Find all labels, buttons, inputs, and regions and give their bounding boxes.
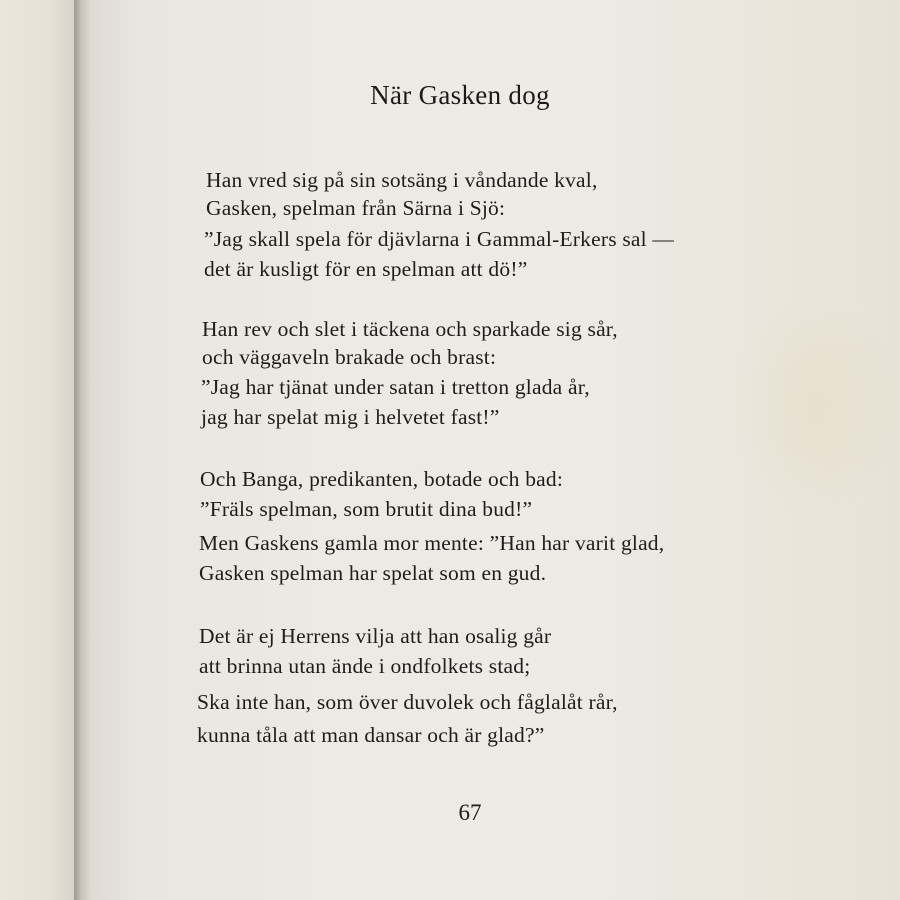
- poem-line: Ska inte han, som över duvolek och fåglalåt rår,: [197, 690, 618, 714]
- poem-line: Han vred sig på sin sotsäng i våndande kval,: [206, 168, 598, 192]
- poem-line: ”Jag har tjänat under satan i tretton glada år,: [201, 375, 590, 399]
- poem-line: Och Banga, predikanten, botade och bad:: [200, 467, 564, 491]
- page-number: 67: [458, 800, 482, 825]
- poem-line: ”Fräls spelman, som brutit dina bud!”: [200, 497, 533, 521]
- poem-line: det är kusligt för en spelman att dö!”: [204, 257, 528, 281]
- poem-line: kunna tåla att man dansar och är glad?”: [197, 723, 545, 747]
- poem-line: Gasken, spelman från Särna i Sjö:: [206, 196, 506, 220]
- poem-line: att brinna utan ände i ondfolkets stad;: [199, 654, 531, 678]
- poem-line: Det är ej Herrens vilja att han osalig går: [199, 624, 552, 648]
- poem-line: ”Jag skall spela för djävlarna i Gammal-Erkers sal —: [204, 227, 675, 251]
- poem-line: Gasken spelman har spelat som en gud.: [199, 561, 547, 585]
- poem-title: När Gasken dog: [370, 80, 550, 110]
- poem-line: Men Gaskens gamla mor mente: ”Han har varit glad,: [199, 531, 665, 555]
- poem-line: och väggaveln brakade och brast:: [202, 345, 497, 369]
- poem-line: jag har spelat mig i helvetet fast!”: [201, 405, 500, 429]
- poem-line: Han rev och slet i täckena och sparkade sig sår,: [202, 317, 618, 341]
